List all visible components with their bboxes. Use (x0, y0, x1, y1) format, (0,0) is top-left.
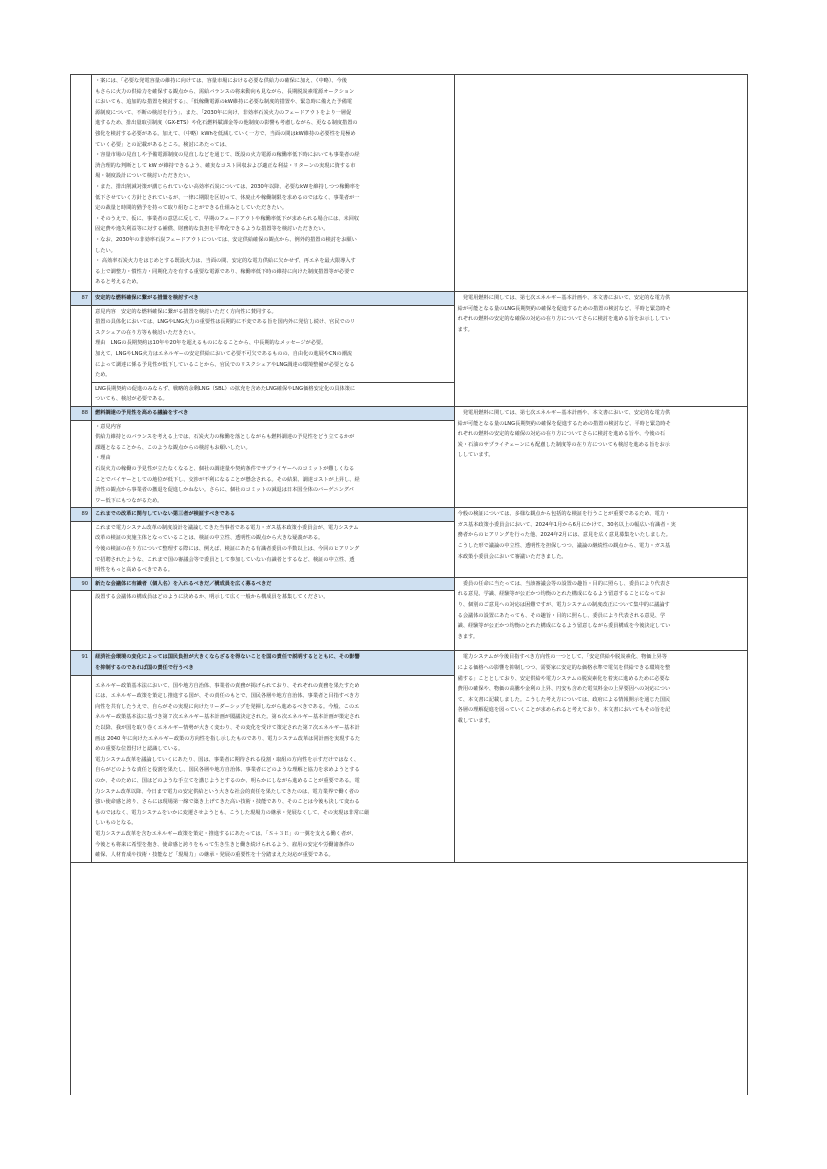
text-line: 務者からのヒアリングを行った他、2024年2月には、意見を広く意見募集をいたしました。 (457, 532, 671, 539)
text-line: ・そのうえで、仮に、事業者の意思に反して、早期のフェードアウトや稼働率低下が求められる場合には、未回収 (95, 215, 360, 222)
text-line: 課題となることから、このような観点からの検討もお願いしたい。 (95, 444, 251, 451)
text-line: 炭・石油のサプライチェーンにも配慮した制度等の在り方についても検討を進める旨をお示 (457, 441, 670, 448)
text-line: ていく必要」との記載があるところ。検討にあたっては、 (95, 141, 230, 148)
text-line: のか、そのために、国はどのような手立てを講じようとするのか、明らかにしながら進めることが重要である。電 (95, 777, 360, 784)
row-number-cell (71, 521, 92, 577)
opinion-title: 安定的な燃料確保に繋がる措置を検討すべき (92, 292, 455, 306)
opinion-title: これまでの改革に関与していない第三者が検証すべきである (92, 508, 455, 522)
text-line: 経済社会環境の変化によっては国民負担が大きくならざるを得ないことを国の責任で説明するとともに、その影響 (95, 654, 360, 661)
text-line: エネルギー政策基本法において、国や地方自治体、事業者の責務が掲げられており、それぞれの責務を果たすため (95, 682, 360, 689)
row-number-cell (71, 420, 92, 508)
opinion-cell-2 (92, 382, 455, 406)
opinion-title: 新たな会議体に有識者（個人名）を入れるべきだ／構成員を広く募るべきだ (92, 577, 455, 591)
text-line: 場・制度設計について検討いただきたい。 (95, 173, 194, 180)
text-line: によって調達に係る予見性が低下していることから、官民でのリスクシェアやLNG調達の環境整備が必要となる (95, 361, 355, 368)
text-line: ・案には、「必要な発電容量の維持に向けては、容量市場における必要な供給力の確保に加え、（中略）、今後 (95, 78, 347, 84)
row-number: 88 (71, 406, 92, 420)
text-line: れぞれの燃料の安定的な確保の対応の在り方についてさらに検討を進める旨や、今後の石 (457, 431, 665, 438)
row-number: 91 (71, 651, 92, 675)
text-line: による価格への影響を抑制しつつ、需要家に安定的な価格水準で電気を供給できる環境を整 (457, 665, 671, 672)
text-line: 進するため、排出量取引制度（GX-ETS）や化石燃料賦課金等の他制度の影響も考慮しながら、更なる制度措置の (95, 120, 358, 127)
text-line: スクシェアの在り方等も検討いただきたい。 (95, 329, 199, 336)
text-line: 今後とも将来に希望を抱き、使命感と誇りをもって生き生きと働き続けられるよう、雇用の安定や労働諸条件の (95, 841, 355, 848)
text-line: 源制度について、不断の検討を行う」、また、「2030年に向け、非効率石炭火力のフェードアウトをより一層促 (95, 109, 352, 116)
text-line: 明性をもっと高めるべきである。 (95, 567, 173, 574)
text-line: る会議体の設置にあたっても、その趣旨・目的に照らし、委員により代表される意見、学 (457, 612, 666, 619)
text-line: り、個別のご意見への対応は困難ですが、電力システムの制度改正について集中的に議論す (457, 602, 670, 609)
row-number: 90 (71, 577, 92, 591)
opinion-cell (92, 75, 455, 292)
text-line: て、本文書に記載しました。こうした考え方については、政府による情報開示を通じた国民 (457, 696, 671, 703)
text-line: 改革の検証の実施主体となっていることは、検証の中立性、透明性の観点から大きな疑義がある。 (95, 535, 324, 542)
text-line: 力システム改革以降、今日まで電力の安定供給という大きな社会的責任を果たしてきたのは、電力業界で働く者の (95, 788, 360, 795)
text-line: これまで電力システム改革の制度設計を議論してきた当事者である電力・ガス基本政策小委員会が、電力システム (95, 524, 359, 531)
text-line: を抑制するのであれば国の責任で行うべき (95, 665, 194, 672)
text-line: ししています。 (457, 452, 494, 459)
opinion-cell (92, 305, 455, 382)
text-line: 固定費や逸失利益等に対する補償、財務的な負担を平準化できるような措置等を検討いただきたい。 (95, 226, 329, 233)
table-row-89 (71, 508, 748, 522)
text-line: LNG長期契約の促進のみならず、戦略的余剰LNG（SBL）の拡充を含めたLNG確保やLNG価格安定化の具体策に (95, 385, 356, 392)
text-line: 給が可能となる量のLNG長期契約の確保を促進するための措置の検討など、平時と緊急時そ (457, 420, 671, 427)
row-number-cell (71, 75, 92, 292)
text-line: 確保、人材育成や技術・技能など「現場力」の継承・発展の重要性を十分踏まえた対応が重要である。 (95, 852, 334, 859)
opinion-title: 燃料調達の予見性を高める議論をすべき (92, 406, 455, 420)
table-row-90 (71, 577, 748, 591)
table-trailing-border-left (70, 863, 71, 1095)
text-line: ネルギー政策基本法に基づき第７次エネルギー基本計画が閣議決定された。第６次エネルギー基本計画が策定され (95, 714, 360, 721)
row-number-cell (71, 591, 92, 651)
row-number-cell (71, 305, 92, 406)
text-line: きます。 (457, 633, 479, 640)
text-line: 発電用燃料に関しては、第七次エネルギー基本計画や、本文書において、安定的な電力供 (457, 409, 671, 416)
text-line: 発電用燃料に関しては、第七次エネルギー基本計画や、本文書において、安定的な電力供 (457, 295, 671, 301)
text-line: 理由 LNGの長期契約は10年や20年を超えるものになることから、中長期的なメッセージが必要。 (95, 340, 327, 347)
text-line: ・容量市場の見直しや予備電源制度の見直しなどを通じて、既設の火力電源の稼働率低下時においても事業者の経 (95, 152, 360, 159)
text-line: ことでバイヤーとしての地位が低下し、交渉が不利になることが懸念される。その結果、調達コストが上昇し、経 (95, 476, 360, 483)
opinion-cell (92, 521, 455, 577)
text-line: ガス基本政策小委員会において、2024年1月から6月にかけて、30名以上の幅広い有識者・実 (457, 521, 676, 528)
text-line: 本政策小委員会において審議いただきました。 (457, 553, 567, 560)
table-trailing-border-right (747, 863, 748, 1095)
table-row-continuation (71, 75, 748, 292)
text-line: 電力システムが今後目指すべき方向性の一つとして、「安定供給や脱炭素化、物価上昇等 (457, 654, 668, 661)
text-line: 備する」こととしており、安定供給や電力システムの脱炭素化を着実に進めるために必要な (457, 675, 670, 682)
text-line: ます。 (457, 326, 473, 333)
text-line: ついても、検討が必要である。 (95, 396, 168, 403)
text-line: ・ 高効率石炭火力をはじめとする既設火力は、当面の間、安定的な電力供給に欠かせず、再エネを最大限導入す (95, 258, 356, 265)
text-line: したい。 (95, 247, 116, 254)
text-line: 石炭火力の稼働の予見性が立たなくなると、個社の調達量や契約条件でサプライヤーへのコミットが難しくなる (95, 465, 355, 472)
text-line: ため。 (95, 372, 111, 379)
text-line: れる意見、学識、経験等が公正かつ均衡のとれた構成になるよう留意することになってお (457, 591, 666, 598)
text-line: には、エネルギー政策を策定し推進する国が、その責任のもとで、国民各層や地方自治体、事業者と目指すべき方 (95, 693, 360, 700)
text-line: もさらに火力の供給力を確保する観点から、需給バランスの将来動向も見ながら、長期脱炭素電源オークション (95, 88, 355, 95)
text-line: る上で調整力・慣性力・同期化力を有する重要な電源であり、稼働率低下時の維持に向けた制度措置等が必要で (95, 268, 355, 275)
text-line: 済合理的な判断として kW が維持できるよう、確実なコスト回収および適正な利益・リターンの実現に資する市 (95, 162, 356, 169)
text-line: 識、経験等が公正かつ均衡のとれた構成になるよう留意しながら委員構成を今後決定してい (457, 623, 671, 630)
table-row-91 (71, 651, 748, 675)
opinion-cell (92, 675, 455, 862)
response-cell (454, 508, 747, 578)
table-row-88 (71, 406, 748, 420)
row-number-cell (71, 675, 92, 862)
text-line: ・なお、2030年の非効率石炭フェードアウトについては、安定供給確保の観点から、例外的措置の検討をお願い (95, 236, 357, 243)
text-line: 済性の観点から事業者の撤退を促進しかねない。さらに、個社のコミットの減退は日本国全体のバーゲニングパ (95, 487, 354, 494)
opinion-title (92, 651, 455, 675)
text-line: 加えて、LNGやLNG火力はエネルギーの安定供給において必要不可欠であるものの、自由化の進展やCNの潮流 (95, 350, 353, 357)
text-line: 給が可能となる量のLNG長期契約の確保を促進するための措置の検討など、平時と緊急時そ (457, 305, 671, 312)
opinion-cell (92, 420, 455, 508)
text-line: 費用の確保や、物価の高騰や金利の上昇、円安も含めた電気料金の上昇要因への対応につい (457, 686, 671, 693)
text-line: 委員の任命に当たっては、当該審議会等の設置の趣旨・目的に照らし、委員により代表さ (457, 580, 671, 587)
text-line: 自らがどのような責任と役割を果たし、国民各層や地方自治体、事業者にどのような理解と協力を求めようとする (95, 767, 360, 774)
text-line: 載しています。 (457, 718, 494, 724)
text-line: ・意見内容 (95, 423, 122, 430)
text-line: ・理由 (95, 455, 111, 462)
response-cell (454, 292, 747, 407)
text-line: 供給力維持とのバランスを考える上では、石炭火力の稼働を落としながらも燃料調達の予見性をどう立てるかが (95, 434, 355, 441)
text-line: 画は 2040 年に向けたエネルギー政策の方向性を指し示したものであり、電力システム改革は同計画を実現するた (95, 735, 361, 742)
text-line: めの重要な位置付けと認識している。 (95, 746, 184, 753)
text-line: ・また、排出削減対策が講じられていない高効率石炭については、2030年以降、必要なkWを維持しつつ稼働率を (95, 183, 361, 190)
response-cell (454, 651, 747, 862)
text-line: においても、追加的な措置を検討する」、「低稼働電源のkW維持に必要な制度的措置や、緊急時に備えた予備電 (95, 99, 353, 106)
text-line: あると考えるため。 (95, 279, 142, 286)
opinion-response-table (70, 74, 748, 863)
table-row-87 (71, 292, 748, 306)
text-line: 電力システム改革を含むエネルギー政策を策定・推進するにあたっては、「Ｓ＋３Ｅ」の一翼を支える働く者が、 (95, 830, 357, 837)
text-line: で招聘されたような、これまで国の審議会等で委員として参加していない有識者とするなど、検証の中立性、透 (95, 556, 355, 563)
row-number: 89 (71, 508, 92, 522)
text-line: 各層の理解促進を図っていくことが求められると考えており、本文書においてもその旨を記 (457, 707, 671, 714)
text-line: 今般の検証については、多様な観点から包括的な検証を行うことが重要であるため、電力・ (457, 511, 671, 518)
text-line: 向性を共有したうえで、自らがその実現に向けたリーダーシップを発揮しながら進めるべきである。今般、このエ (95, 703, 360, 710)
response-cell (454, 577, 747, 651)
response-cell (454, 406, 747, 507)
response-cell (454, 75, 747, 292)
text-line: 強い使命感と誇り、さらには現場第一線で築き上げてきた高い技術・技能であり、そのことは今後も決して変わる (95, 799, 360, 806)
text-line: ものではなく、電力システムをいかに変遷させようとも、こうした現場力の継承・発展なくして、その実現は非常に厳 (95, 809, 370, 816)
text-line: 措置の具体化においては、LNGやLNG火力の重要性は長期的に不変である旨を国内外に発信し続け、官民でのリ (95, 319, 356, 326)
text-line: 強化を検討する必要がある。加えて、（中略）kWhを低減していく一方で、当面の間はkW維持の必要性を見極め (95, 130, 356, 137)
text-line: 設置する会議体の構成員はどのように決めるか、明示して広く一般から構成員を募集してください。 (95, 594, 329, 601)
text-line: こうした形で議論の中立性、透明性を担保しつつ、議論の継続性の観点から、電力・ガス基 (457, 543, 671, 550)
text-line: 今後の検証の在り方について整理する際には、例えば、検証にあたる有識者委員の半数以上は、今回のヒアリング (95, 546, 360, 553)
text-line: 定の裁量と時間的猶予を持って取り組むことができる仕組みとしていただきたい。 (95, 205, 288, 212)
row-number: 87 (71, 292, 92, 306)
text-line: 意見内容 安定的な燃料確保に繋がる措置を検討いただく方向性に賛同する。 (95, 308, 277, 315)
text-line: 電力システム改革を議論していくにあたり、国は、事業者に期待される役割・取組の方向性を示すだけではなく、 (95, 756, 360, 763)
text-line: れぞれの燃料の安定的な確保の対応の在り方についてさらに検討を進める旨をお示ししてい (457, 316, 671, 323)
text-line: た以降、我が国を取り巻くエネルギー情勢が大きく変わり、その変化を受けて策定された第７次エネルギー基本計 (95, 725, 360, 731)
opinion-cell (92, 591, 455, 651)
text-line: ワー低下にもつながるため。 (95, 497, 163, 504)
text-line: 低下させていく方針とされているが、一律に期限を区切って、休廃止や稼働制限を求めるのではなく、事業者が一 (95, 194, 360, 201)
text-line: しいものとなる。 (95, 820, 137, 827)
